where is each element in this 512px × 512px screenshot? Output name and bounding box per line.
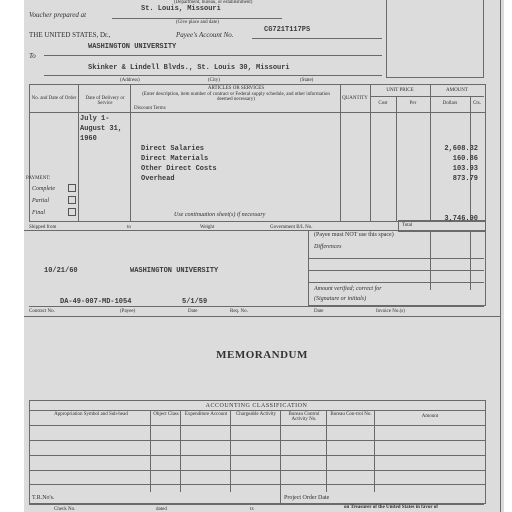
acct-col-bureau-activity: Bureau Control Activity No. (288, 412, 320, 422)
shipped-to-label: to (127, 225, 131, 230)
city-hint: (City) (208, 78, 220, 83)
payment-final-checkbox[interactable] (68, 208, 76, 216)
payment-partial-label: Partial (32, 198, 50, 204)
united-states-label: THE UNITED STATES, Dr., (29, 31, 111, 39)
item-amount: 873.79 (452, 175, 478, 183)
payee-account-value: CG721T117PS (264, 26, 311, 34)
col-amount: AMOUNT (446, 88, 468, 93)
item-label: Direct Salaries (141, 145, 205, 153)
payment-complete-checkbox[interactable] (68, 184, 76, 192)
acct-col-chargeable: Chargeable Activity (235, 412, 277, 417)
col-unit-price: UNIT PRICE (386, 88, 414, 93)
voucher-form (24, 0, 504, 512)
item-amount: 103.93 (452, 165, 478, 173)
state-hint: (State) (300, 78, 314, 83)
acct-col-expenditure: Expenditure Account (184, 412, 228, 417)
col-quantity: QUANTITY (342, 96, 368, 101)
project-order-date-label: Project Order Date (284, 495, 330, 501)
address-hint: (Address) (120, 78, 140, 83)
payment-final-label: Final (32, 210, 45, 216)
invoice-no-label: Invoice No.(s) (376, 309, 405, 314)
acct-col-appropriation: Appropriation Symbol and Sub-head (54, 412, 128, 417)
shipped-from-label: Shipped from (29, 225, 57, 230)
discount-terms: Discount Terms (134, 106, 166, 111)
acct-col-object-class: Object Class (153, 412, 179, 417)
memorandum-title: MEMORANDUM (216, 349, 308, 361)
amount-verified-label: Amount verified; correct for (314, 286, 382, 292)
tx-label: tx (250, 507, 254, 512)
weight-label: Weight (200, 225, 215, 230)
dated-label: dated (156, 507, 167, 512)
date-label: Date (188, 309, 198, 314)
differences-label: Differences (314, 244, 342, 250)
item-label: Direct Materials (141, 155, 209, 163)
payee-label: (Payee) (120, 309, 136, 314)
treasurer-note: on Treasurer of the United States in favor of (344, 505, 438, 510)
payee-address: Skinker & Lindell Blvds., St. Louis 30, Missouri (88, 64, 290, 72)
continuation-note: Use continuation sheet(s) if necessary (174, 212, 266, 218)
date-label-2: Date (314, 309, 324, 314)
top-right-box (386, 0, 484, 78)
payee-name: WASHINGTON UNIVERSITY (88, 43, 177, 51)
transaction-date: 10/21/60 (44, 267, 78, 275)
item-label: Other Direct Costs (141, 165, 217, 173)
total-value: 3,746.90 (444, 215, 478, 223)
payment-label: PAYMENT: (26, 176, 51, 181)
official-use-panel (308, 230, 486, 306)
signature-hint: (Signature or initials) (314, 296, 367, 302)
req-no-label: Req. No. (230, 309, 248, 314)
period-line-1: July 1- (80, 115, 110, 123)
item-label: Overhead (141, 175, 175, 183)
item-amount: 2,608.32 (444, 145, 478, 153)
voucher-prepared-label: Voucher prepared at (29, 11, 87, 19)
accounting-title: ACCOUNTING CLASSIFICATION (205, 403, 308, 409)
payment-partial-checkbox[interactable] (68, 196, 76, 204)
col-per: Per (409, 101, 417, 106)
total-label: Total (402, 223, 413, 228)
acct-col-amount: Amount (421, 414, 439, 419)
col-dollars: Dollars (442, 101, 458, 106)
payee-account-label: Payee's Account No. (176, 31, 234, 39)
to-label: To (29, 52, 36, 60)
contract-number: DA-49-007-MD-1054 (60, 298, 132, 306)
contract-no-label: Contract No. (29, 309, 55, 314)
acct-col-bureau-control: Bureau Con-trol No. (330, 412, 372, 417)
transaction-payee: WASHINGTON UNIVERSITY (130, 267, 219, 275)
voucher-prepared-value: St. Louis, Missouri (141, 5, 221, 13)
col-cts: Cts. (473, 101, 481, 106)
col-order: No. and Date of Order (31, 96, 77, 101)
col-delivery: Date of Delivery or Service (85, 96, 125, 106)
check-no-label: Check No. (54, 507, 76, 512)
place-hint: (Give place and date) (176, 20, 219, 25)
gov-bl-label: Government B/L No. (270, 225, 313, 230)
payment-complete-label: Complete (32, 186, 55, 192)
payee-note: (Payee must NOT use this space) (314, 232, 394, 238)
col-articles-sub: (Enter description, item number of contract or Federal supply schedule, and other information deemed necessary) (142, 92, 330, 102)
period-line-3: 1960 (80, 135, 97, 143)
item-amount: 160.86 (452, 155, 478, 163)
tr-no-label: T.R.No's. (32, 495, 55, 501)
department-hint: (Department, bureau, or establishment) (174, 0, 253, 5)
contract-date: 5/1/59 (182, 298, 208, 306)
period-line-2: August 31, (80, 125, 123, 133)
col-cost: Cost (378, 101, 388, 106)
col-articles: ARTICLES OR SERVICES (207, 86, 265, 91)
